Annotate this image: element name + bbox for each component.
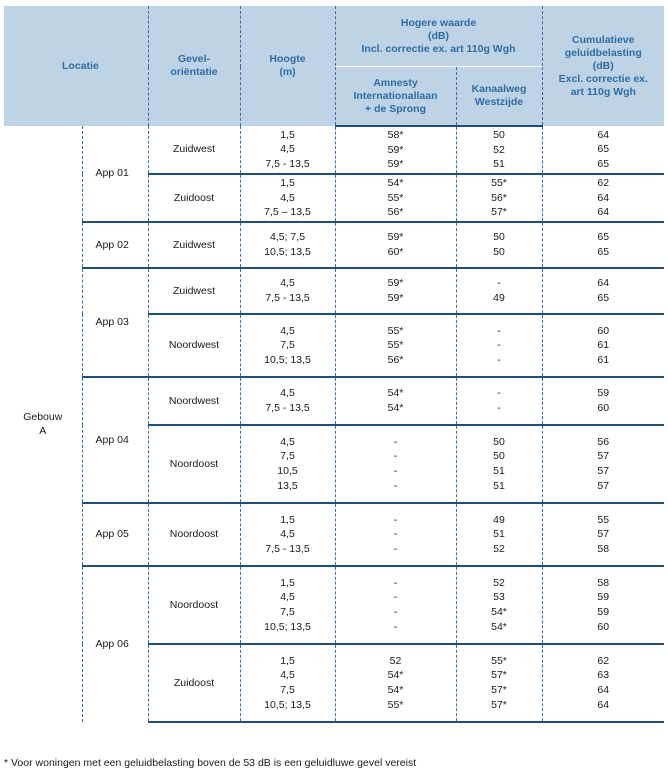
hoogte-value: 7,5 <box>280 450 295 463</box>
hoogte-cell <box>240 377 335 425</box>
hoogte-value: 4,5 <box>280 143 295 156</box>
amnesty-cell <box>335 566 456 644</box>
hoogte-value: 10,5; 13,5 <box>264 353 311 366</box>
kanaalweg-value: 56* <box>491 191 507 204</box>
amnesty-value: 56* <box>387 353 404 366</box>
kanaalweg-value: 50 <box>493 450 505 463</box>
hoogte-value: 10,5; 13,5 <box>264 246 311 258</box>
cumulatief-value: 64 <box>597 191 610 204</box>
hoogte-value: 1,5 <box>280 576 295 589</box>
kanaalweg-value: - <box>497 387 501 400</box>
hoogte-value: 7,5 <box>280 684 295 696</box>
hoogte-value: 1,5 <box>280 177 295 190</box>
cumulatief-value: 64 <box>597 206 610 219</box>
cumulatief-value: 57 <box>597 479 610 492</box>
cumulatief-value: 58 <box>597 542 610 555</box>
kanaalweg-cell <box>456 425 542 503</box>
hoogte-value: 4,5 <box>280 528 295 541</box>
kanaalweg-value: 57* <box>491 698 507 711</box>
amnesty-value: 58* <box>387 129 404 142</box>
hoogte-value: 4,5 <box>280 191 295 204</box>
cumulatief-value: 65 <box>597 231 610 244</box>
cumulatief-value: 61 <box>597 353 610 366</box>
kanaalweg-cell <box>456 222 542 268</box>
kanaalweg-value: 54* <box>491 606 507 618</box>
kanaalweg-value: - <box>497 277 501 290</box>
amnesty-cell <box>335 377 456 425</box>
kanaalweg-cell <box>456 566 542 644</box>
kanaalweg-value: 51 <box>493 479 505 492</box>
header-hoogte: Hoogte (m) <box>240 6 335 126</box>
amnesty-cell <box>335 126 456 174</box>
table-row <box>4 566 664 644</box>
hoogte-value: 4,5 <box>280 387 295 400</box>
hoogte-value: 10,5 <box>277 465 298 477</box>
amnesty-value: 54* <box>387 177 404 190</box>
amnesty-cell <box>335 644 456 722</box>
header-cumulatief: Cumulatieve geluidbelasting (dB) Excl. correctie ex. art 110g Wgh <box>542 6 664 126</box>
hoogte-cell <box>240 222 335 268</box>
kanaalweg-value: 50 <box>493 129 505 142</box>
hoogte-value: 4,5 <box>280 669 295 682</box>
kanaalweg-value: 54* <box>491 620 507 633</box>
hoogte-value: 7,5 – 13,5 <box>264 206 311 219</box>
amnesty-value: 54* <box>387 684 404 696</box>
cumulatief-value: 64 <box>597 128 610 141</box>
hoogte-value: 7,5 - 13,5 <box>265 542 310 555</box>
orientation-cell: Noordoost <box>148 503 240 566</box>
cumulatief-value: 65 <box>597 246 610 258</box>
cumulatief-cell <box>542 425 664 503</box>
kanaalweg-value: 53 <box>493 591 505 604</box>
cumulatief-value: 62 <box>597 654 610 667</box>
orientation-cell: Zuidwest <box>148 126 240 174</box>
hoogte-value: 7,5 - 13,5 <box>265 292 310 304</box>
cumulatief-value: 61 <box>597 339 610 352</box>
table-row <box>4 222 664 268</box>
amnesty-value: 55* <box>387 324 404 337</box>
kanaalweg-cell <box>456 174 542 222</box>
kanaalweg-value: 55* <box>491 654 507 667</box>
cumulatief-value: 56 <box>597 435 610 448</box>
amnesty-value: - <box>393 591 398 604</box>
kanaalweg-value: 51 <box>493 158 505 171</box>
orientation-cell: Zuidwest <box>148 222 240 268</box>
cumulatief-cell <box>542 503 664 566</box>
amnesty-value: 54* <box>387 669 404 682</box>
hoogte-value: 13,5 <box>277 479 298 492</box>
amnesty-cell <box>335 314 456 377</box>
kanaalweg-cell <box>456 503 542 566</box>
hoogte-value: 1,5 <box>280 128 295 141</box>
cumulatief-value: 65 <box>597 157 610 170</box>
cumulatief-cell <box>542 377 664 425</box>
kanaalweg-cell <box>456 268 542 314</box>
amnesty-cell <box>335 425 456 503</box>
cumulatief-cell <box>542 314 664 377</box>
hoogte-value: 10,5; 13,5 <box>264 620 311 633</box>
hoogte-cell <box>240 314 335 377</box>
amnesty-value: - <box>393 606 398 618</box>
cumulatief-cell <box>542 566 664 644</box>
amnesty-value: 52 <box>389 654 402 667</box>
cumulatief-value: 55 <box>597 513 610 526</box>
amnesty-value: - <box>393 542 398 555</box>
hoogte-value: 7,5 - 13,5 <box>265 157 310 170</box>
cumulatief-value: 64 <box>597 684 610 696</box>
app-label: App 06 <box>82 566 148 722</box>
orientation-cell: Zuidoost <box>148 644 240 722</box>
hoogte-cell <box>240 268 335 314</box>
amnesty-value: 60* <box>387 246 404 258</box>
table-row <box>4 377 664 425</box>
cumulatief-value: 63 <box>597 669 610 682</box>
app-label: App 02 <box>82 222 148 268</box>
orientation-cell: Noordoost <box>148 425 240 503</box>
cumulatief-cell <box>542 126 664 174</box>
cumulatief-value: 60 <box>597 620 610 633</box>
kanaalweg-value: - <box>497 353 501 366</box>
cumulatief-cell <box>542 268 664 314</box>
kanaalweg-value: 57* <box>491 684 507 696</box>
footnote: * Voor woningen met een geluidbelasting boven de 53 dB is een geluidluwe gevel vereist <box>4 757 417 769</box>
amnesty-value: - <box>393 513 398 526</box>
cumulatief-value: 58 <box>597 576 610 589</box>
app-label: App 01 <box>82 126 148 222</box>
hoogte-value: 7,5 <box>280 606 295 618</box>
orientation-cell: Noordwest <box>148 377 240 425</box>
kanaalweg-value: 57* <box>491 206 507 219</box>
hoogte-cell <box>240 644 335 722</box>
hoogte-value: 1,5 <box>280 513 295 526</box>
cumulatief-cell <box>542 174 664 222</box>
kanaalweg-cell <box>456 314 542 377</box>
orientation-cell: Noordwest <box>148 314 240 377</box>
gebouw-label: Gebouw A <box>4 126 82 722</box>
cumulatief-value: 64 <box>597 698 610 711</box>
app-label: App 03 <box>82 268 148 377</box>
amnesty-cell <box>335 174 456 222</box>
amnesty-value: 55* <box>387 339 404 352</box>
table-row <box>4 503 664 566</box>
amnesty-value: 54* <box>387 387 404 400</box>
orientation-cell: Zuidoost <box>148 174 240 222</box>
amnesty-cell <box>335 503 456 566</box>
kanaalweg-cell <box>456 644 542 722</box>
orientation-cell: Noordoost <box>148 566 240 644</box>
amnesty-value: - <box>393 620 398 633</box>
cumulatief-value: 62 <box>597 177 610 190</box>
amnesty-value: 55* <box>387 191 404 204</box>
kanaalweg-value: 52 <box>493 143 505 156</box>
table-row <box>4 268 664 314</box>
table-row <box>4 126 664 174</box>
kanaalweg-value: 50 <box>493 435 505 448</box>
kanaalweg-cell <box>456 126 542 174</box>
cumulatief-cell <box>542 222 664 268</box>
kanaalweg-cell <box>456 377 542 425</box>
cumulatief-value: 59 <box>597 591 610 604</box>
amnesty-cell <box>335 268 456 314</box>
hoogte-value: 7,5 <box>280 339 295 352</box>
amnesty-value: 59* <box>387 231 404 244</box>
noise-table-container <box>4 6 664 723</box>
amnesty-value: 54* <box>387 402 404 414</box>
cumulatief-value: 60 <box>597 324 610 337</box>
cumulatief-value: 59 <box>597 606 610 618</box>
table-header <box>4 6 664 126</box>
header-locatie: Locatie <box>4 6 148 126</box>
hoogte-value: 7,5 - 13,5 <box>265 402 310 414</box>
cumulatief-cell <box>542 644 664 722</box>
amnesty-value: 55* <box>387 698 404 711</box>
cumulatief-value: 65 <box>597 143 610 156</box>
hoogte-value: 10,5; 13,5 <box>264 698 311 711</box>
kanaalweg-value: 51 <box>493 528 505 541</box>
cumulatief-value: 57 <box>597 465 610 477</box>
hoogte-value: 4,5 <box>280 277 295 290</box>
app-label: App 05 <box>82 503 148 566</box>
app-label: App 04 <box>82 377 148 503</box>
amnesty-value: - <box>393 465 398 477</box>
cumulatief-value: 59 <box>597 387 610 400</box>
header-hogere-waarde: Hogere waarde (dB) Incl. correctie ex. art 110g Wgh <box>335 6 542 67</box>
kanaalweg-value: 52 <box>493 542 505 555</box>
header-kanaalweg: Kanaalweg Westzijde <box>456 67 542 127</box>
hoogte-cell <box>240 566 335 644</box>
kanaalweg-value: 57* <box>491 669 507 682</box>
cumulatief-value: 60 <box>597 402 610 414</box>
hoogte-value: 4,5 <box>280 591 295 604</box>
amnesty-value: 59* <box>387 158 404 171</box>
amnesty-value: 59* <box>387 292 404 304</box>
kanaalweg-value: 52 <box>493 576 505 589</box>
hoogte-cell <box>240 126 335 174</box>
cumulatief-value: 57 <box>597 528 610 541</box>
cumulatief-value: 65 <box>597 292 610 304</box>
orientation-cell: Zuidwest <box>148 268 240 314</box>
noise-table <box>4 6 664 723</box>
kanaalweg-value: 49 <box>493 292 505 304</box>
amnesty-value: 59* <box>387 143 404 156</box>
amnesty-value: 59* <box>387 277 404 290</box>
hoogte-value: 1,5 <box>280 654 295 667</box>
cumulatief-value: 64 <box>597 277 610 290</box>
amnesty-value: - <box>393 450 398 463</box>
hoogte-value: 4,5 <box>280 324 295 337</box>
amnesty-value: - <box>393 435 398 448</box>
hoogte-value: 4,5; 7,5 <box>270 231 306 244</box>
kanaalweg-value: 51 <box>493 465 505 477</box>
amnesty-value: - <box>393 528 398 541</box>
cumulatief-value: 57 <box>597 450 610 463</box>
kanaalweg-value: - <box>497 324 501 337</box>
amnesty-cell <box>335 222 456 268</box>
kanaalweg-value: 50 <box>493 231 505 244</box>
hoogte-cell <box>240 425 335 503</box>
amnesty-value: 56* <box>387 206 404 219</box>
kanaalweg-value: 50 <box>493 246 505 258</box>
header-amnesty: Amnesty Internationallaan + de Sprong <box>335 67 456 127</box>
hoogte-cell <box>240 174 335 222</box>
header-gevel: Gevel- oriëntatie <box>148 6 240 126</box>
hoogte-cell <box>240 503 335 566</box>
kanaalweg-value: 55* <box>491 177 507 190</box>
amnesty-value: - <box>393 576 398 589</box>
kanaalweg-value: - <box>497 402 501 414</box>
table-body <box>4 126 664 722</box>
kanaalweg-value: 49 <box>493 513 505 526</box>
hoogte-value: 4,5 <box>280 435 295 448</box>
kanaalweg-value: - <box>497 339 501 352</box>
amnesty-value: - <box>393 479 398 492</box>
